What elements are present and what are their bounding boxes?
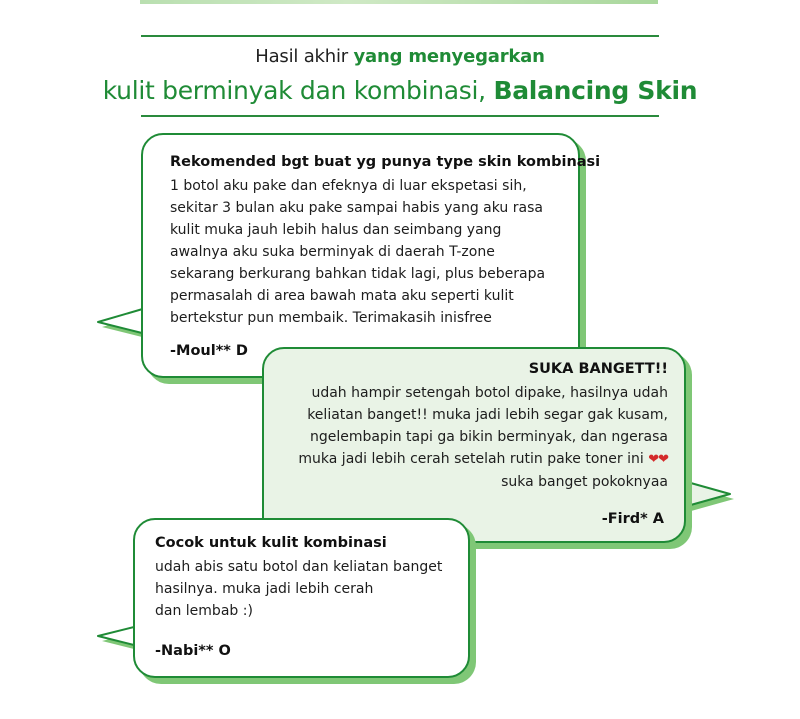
- review-1-line: sekitar 3 bulan aku pake sampai habis yang aku rasa: [170, 200, 543, 216]
- header-line-2-brand: Balancing Skin: [493, 76, 698, 105]
- review-3-author: -Nabi** O: [155, 643, 231, 659]
- review-1-line: permasalah di area bawah mata aku seperti kulit: [170, 288, 514, 304]
- review-2-title: SUKA BANGETT!!: [528, 361, 668, 377]
- review-1-body: [170, 175, 545, 329]
- review-3-body: [155, 556, 442, 622]
- header-line-1-plain: Hasil akhir: [255, 46, 354, 67]
- review-3-line: hasilnya. muka jadi lebih cerah: [155, 581, 374, 597]
- header-rule-bottom: [141, 115, 659, 117]
- review-2-line: keliatan banget!! muka jadi lebih segar gak kusam,: [307, 407, 668, 423]
- header-line-2: [0, 76, 800, 105]
- review-1-line: awalnya aku suka berminyak di daerah T-zone: [170, 244, 495, 260]
- header-line-1: [0, 46, 800, 67]
- review-2-line: udah hampir setengah botol dipake, hasilnya udah: [311, 385, 668, 401]
- review-2-author: -Fird* A: [601, 511, 664, 527]
- review-3-title: Cocok untuk kulit kombinasi: [155, 535, 387, 551]
- review-1-title: Rekomended bgt buat yg punya type skin kombinasi: [170, 154, 601, 170]
- review-1-line: bertekstur pun membaik. Terimakasih inisfree: [170, 310, 492, 326]
- header-line-2-plain: kulit berminyak dan kombinasi,: [102, 76, 494, 105]
- review-bubble-3: [133, 518, 470, 678]
- header-rule-top: [141, 35, 659, 37]
- review-1-line: kulit muka jauh lebih halus dan seimbang yang: [170, 222, 502, 238]
- review-2-line-with-hearts: [298, 448, 668, 471]
- review-2-line: muka jadi lebih cerah setelah rutin pake toner ini: [298, 451, 644, 467]
- review-1-line: 1 botol aku pake dan efeknya di luar ekspetasi sih,: [170, 178, 527, 194]
- review-2-line: suka banget pokoknyaa: [501, 474, 668, 490]
- header-line-1-accent: yang menyegarkan: [353, 46, 545, 67]
- hearts-icon: ❤❤: [648, 452, 668, 467]
- review-2-body: [298, 382, 668, 493]
- review-2-line: ngelembapin tapi ga bikin berminyak, dan ngerasa: [309, 429, 668, 445]
- review-1-line: sekarang berkurang bahkan tidak lagi, plus beberapa: [170, 266, 546, 282]
- review-3-line: udah abis satu botol dan keliatan banget: [155, 559, 443, 575]
- review-bubble-2: [262, 347, 686, 543]
- top-image-strip: [140, 0, 658, 4]
- review-3-line: dan lembab :): [155, 603, 253, 619]
- review-1-author: -Moul** D: [170, 343, 248, 359]
